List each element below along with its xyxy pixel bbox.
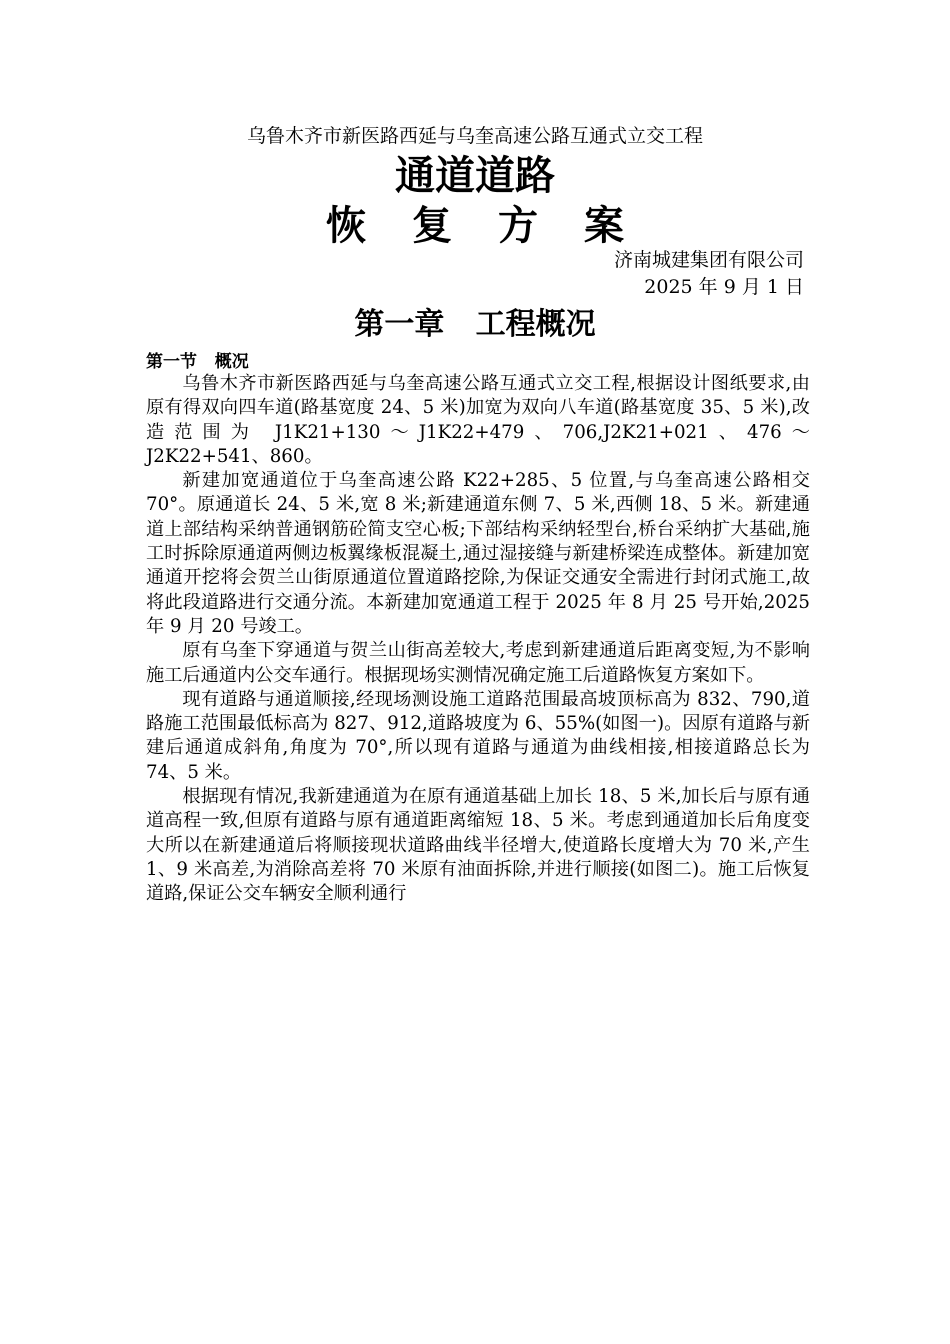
chapter-heading: 第一章 工程概况 <box>354 307 596 342</box>
section-heading: 第一节 概况 <box>146 352 249 372</box>
document-title-line1: 通道道路 <box>395 153 555 199</box>
company-name: 济南城建集团有限公司 <box>613 249 804 271</box>
project-subtitle: 乌鲁木齐市新医路西延与乌奎高速公路互通式立交工程 <box>246 125 703 147</box>
document-title-line2: 恢复方案 <box>326 203 670 249</box>
document-date: 2025 年 9 月 1 日 <box>644 276 804 298</box>
body-text <box>146 372 810 907</box>
paragraph: 根据现有情况,我新建通道为在原有通道基础上加长 18、5 米,加长后与原有通道高程一致,但原有道路与原有通道距离缩短 18、5 米。考虑到通道加长后角度变大所以在新建通道后将顺接现状道路曲线半径增大,使道路长度增大为 70 米,产生 1、9 米高差,为消除高差将 70 米原有油面拆除,并进行顺接(如图二)。施工后恢复道路,保证公交车辆安全顺利通行 <box>146 786 810 905</box>
paragraph: 原有乌奎下穿通道与贺兰山街高差较大,考虑到新建通道后距离变短,为不影响施工后通道内公交车通行。根据现场实测情况确定施工后道路恢复方案如下。 <box>146 640 810 686</box>
paragraph: 现有道路与通道顺接,经现场测设施工道路范围最高坡顶标高为 832、790,道路施工范围最低标高为 827、912,道路坡度为 6、55%(如图一)。因原有道路与新建后通道成斜角,角度为 70°,所以现有道路与通道为曲线相接,相接道路总长为 74、5 米。 <box>146 688 810 783</box>
paragraph: 新建加宽通道位于乌奎高速公路 K22+285、5 位置,与乌奎高速公路相交 70°。原通道长 24、5 米,宽 8 米;新建通道东侧 7、5 米,西侧 18、5 米。新建通道上部结构采纳普通钢筋砼简支空心板;下部结构采纳轻型台,桥台采纳扩大基础,施工时拆除原通道两侧边板翼缘板混凝土,通过湿接缝与新建桥梁连成整体。新建加宽通道开挖将会贺兰山街原通道位置道路挖除,为保证交通安全需进行封闭式施工,故将此段道路进行交通分流。本新建加宽通道工程于 2025 年 8 月 25 号开始,2025 年 9 月 20 号竣工。 <box>146 470 810 637</box>
paragraph: 乌鲁木齐市新医路西延与乌奎高速公路互通式立交工程,根据设计图纸要求,由原有得双向四车道(路基宽度 24、5 米)加宽为双向八车道(路基宽度 35、5 米),改造范围为 J1K21+130～J1K22+479、706,J2K21+021、476～J2K22+541、860。 <box>146 373 810 467</box>
